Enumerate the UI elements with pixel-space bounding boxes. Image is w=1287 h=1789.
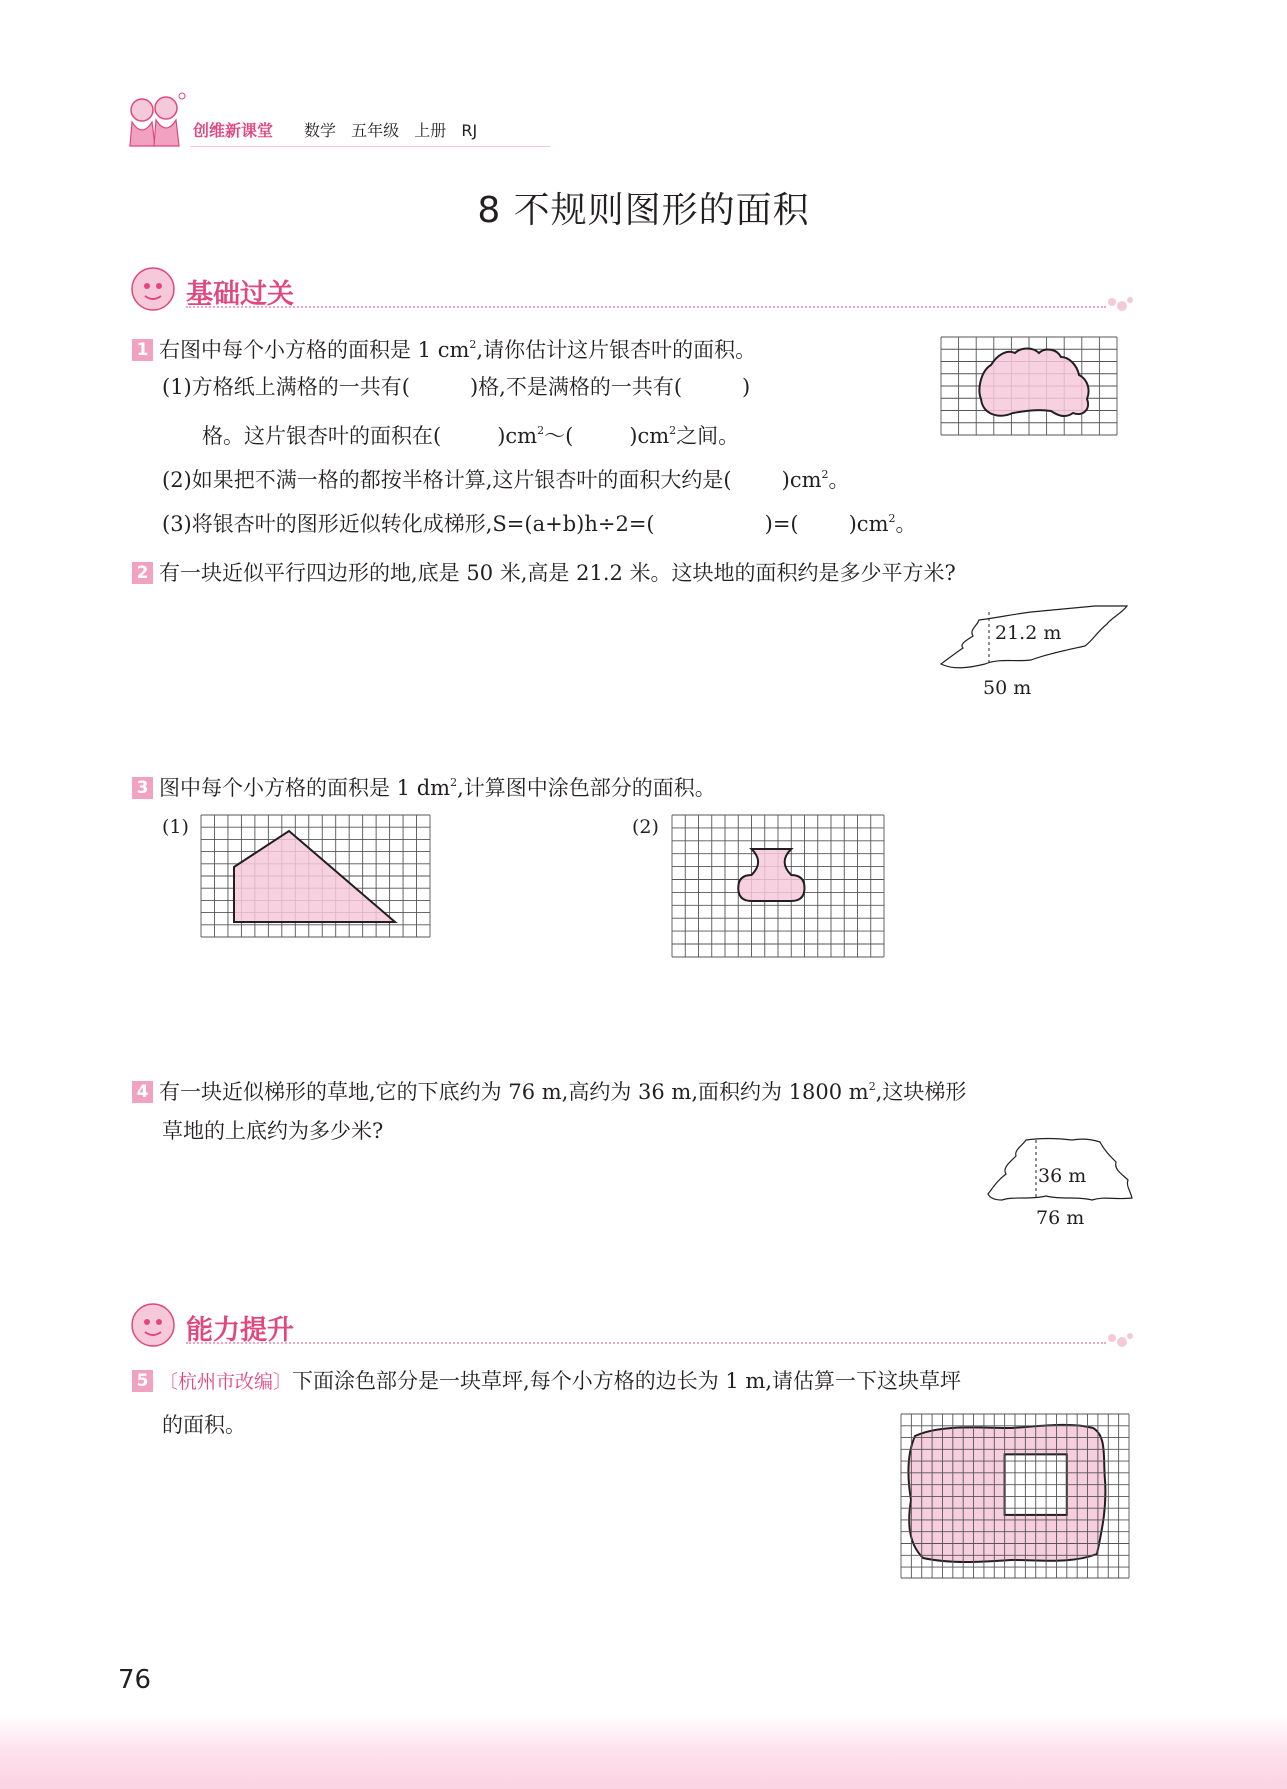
q3-fig2-grid: [672, 815, 884, 957]
header-brand: 创维新课堂: [193, 121, 274, 140]
q2-number: 2: [132, 562, 153, 584]
height-label: 36 m: [1038, 1165, 1087, 1187]
q3-fig1-shape: [234, 831, 395, 922]
q4-line2: 草地的上底约为多少米?: [162, 1119, 384, 1143]
q1-part2: (2)如果把不满一格的都按半格计算,这片银杏叶的面积大约是( )$cm^2$。: [162, 468, 850, 492]
base-label: 76 m: [1036, 1207, 1085, 1229]
dots-decoration-icon: [1106, 294, 1136, 314]
q3-text: 3 图中每个小方格的面积是 1 $dm^2$,计算图中涂色部分的面积。: [132, 770, 716, 801]
q1-stem: 1 右图中每个小方格的面积是 1 $cm^2$,请你估计这片银杏叶的面积。: [132, 332, 756, 363]
kids-logo: [122, 88, 192, 158]
ginkgo-leaf-shape: [979, 349, 1088, 417]
ginkgo-leaf-grid: [941, 337, 1117, 435]
trapezoid-grass-figure: [984, 1128, 1134, 1230]
section-rule-advanced: [186, 1342, 1106, 1344]
q5-source: 〔杭州市改编〕: [159, 1371, 293, 1393]
section-mascot-icon: [130, 1302, 176, 1348]
q2-text: 2 有一块近似平行四边形的地,底是 50 米,高是 21.2 米。这块地的面积约是多少平方米?: [132, 560, 956, 586]
q5-number: 5: [132, 1370, 153, 1392]
dots-decoration-icon: [1106, 1330, 1136, 1350]
parallelogram-land-figure: [935, 600, 1135, 700]
q3-fig1-grid: [201, 815, 430, 937]
footer-band: [0, 1715, 1287, 1789]
q3-fig1-label: (1): [162, 816, 189, 838]
section-title-advanced: 能力提升: [186, 1315, 294, 1346]
page-number: 76: [118, 1665, 152, 1695]
header-grade: 五年级: [351, 121, 400, 140]
header-subject: 数学: [304, 121, 337, 140]
header-edition: RJ: [461, 121, 478, 140]
q3-fig2-shape: [738, 849, 804, 901]
section-mascot-icon: [130, 266, 176, 312]
q4-line1: 4 有一块近似梯形的草地,它的下底约为 76 m,高约为 36 m,面积约为 1800 $m^2$,这块梯形: [132, 1074, 966, 1105]
q5-line1: 5 〔杭州市改编〕下面涂色部分是一块草坪,每个小方格的边长为 1 m,请估算一下这块草坪: [132, 1368, 961, 1395]
page-title: 8 不规则图形的面积: [477, 190, 810, 231]
header-info: [304, 118, 487, 141]
lawn-grid: [901, 1414, 1129, 1578]
q1-part3: (3)将银杏叶的图形近似转化成梯形,S=(a+b)h÷2=( )=( )$cm^2$。: [162, 512, 917, 536]
header-rule: [190, 146, 550, 147]
q4-number: 4: [132, 1081, 153, 1103]
q3-fig2-label: (2): [632, 816, 659, 838]
header-volume: 上册: [414, 121, 447, 140]
q1-number: 1: [132, 339, 153, 361]
base-label: 50 m: [983, 677, 1032, 699]
q5-line2: 的面积。: [162, 1413, 246, 1437]
section-title-basic: 基础过关: [186, 279, 294, 310]
section-rule-basic: [186, 306, 1106, 308]
q3-number: 3: [132, 777, 153, 799]
q1-part1-line2: 格。这片银杏叶的面积在( )$cm^2\sim$( )$cm^2$之间。: [202, 424, 740, 448]
height-label: 21.2 m: [995, 622, 1062, 644]
q1-part1-line1: (1)方格纸上满格的一共有( )格,不是满格的一共有( ): [162, 375, 751, 399]
